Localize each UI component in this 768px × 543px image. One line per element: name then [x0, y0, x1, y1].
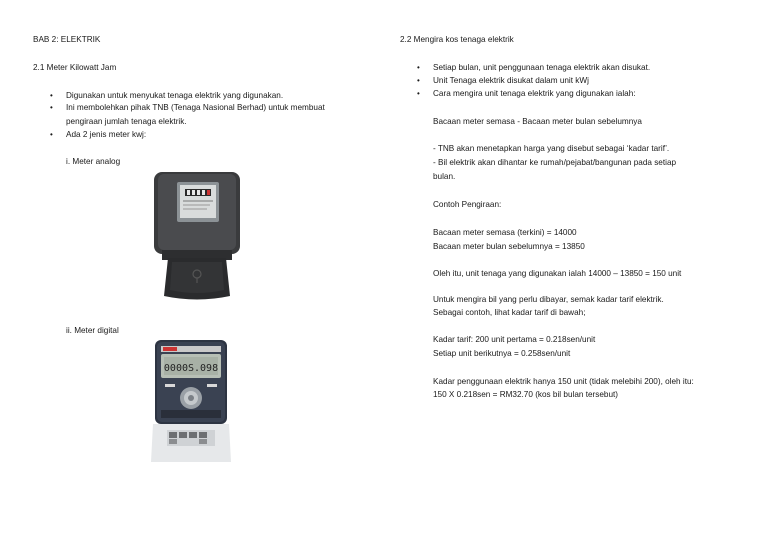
- example-title: Contoh Pengiraan:: [433, 200, 502, 209]
- bill-intro: Sebagai contoh, lihat kadar tarif di bawah;: [433, 308, 586, 317]
- previous-reading: Bacaan meter bulan sebelumnya = 13850: [433, 242, 585, 251]
- chapter-heading: BAB 2: ELEKTRIK: [33, 35, 101, 44]
- note-line: - Bil elektrik akan dihantar ke rumah/pejabat/bangunan pada setiap: [433, 158, 677, 167]
- bill-intro: Untuk mengira bil yang perlu dibayar, semak kadar tarif elektrik.: [433, 295, 664, 304]
- result-line: Kadar penggunaan elektrik hanya 150 unit (tidak melebihi 200), oleh itu:: [433, 377, 694, 386]
- digital-meter-image: [147, 338, 235, 466]
- analog-meter-image: [152, 170, 242, 303]
- tariff-rate: Setiap unit berikutnya = 0.258sen/unit: [433, 349, 571, 358]
- list-item: • Ini membolehkan pihak TNB (Tenaga Nasional Berhad) untuk membuat: [66, 102, 325, 113]
- list-item: • Setiap bulan, unit penggunaan tenaga elektrik akan disukat.: [433, 62, 650, 73]
- formula-text: Bacaan meter semasa - Bacaan meter bulan sebelumnya: [433, 117, 642, 126]
- section-title-meter: 2.1 Meter Kilowatt Jam: [33, 63, 117, 72]
- list-item: • Cara mengira unit tenaga elektrik yang digunakan ialah:: [433, 88, 636, 99]
- result-line: 150 X 0.218sen = RM32.70 (kos bil bulan tersebut): [433, 390, 619, 399]
- list-item-continuation: pengiraan jumlah tenaga elektrik.: [66, 117, 187, 126]
- list-item: • Ada 2 jenis meter kwj:: [66, 129, 146, 140]
- units-used: Oleh itu, unit tenaga yang digunakan ialah 14000 – 13850 = 150 unit: [433, 269, 682, 278]
- meter-display-readout: 0000S.098: [163, 363, 219, 374]
- tariff-rate: Kadar tarif: 200 unit pertama = 0.218sen/unit: [433, 335, 596, 344]
- analog-meter-label: i. Meter analog: [66, 157, 121, 166]
- list-item: • Unit Tenaga elektrik disukat dalam unit kWj: [433, 75, 589, 86]
- section-title-cost: 2.2 Mengira kos tenaga elektrik: [400, 35, 514, 44]
- note-line: bulan.: [433, 172, 456, 181]
- digital-meter-label: ii. Meter digital: [66, 326, 119, 335]
- list-item: • Digunakan untuk menyukat tenaga elektrik yang digunakan.: [66, 90, 283, 101]
- current-reading: Bacaan meter semasa (terkini) = 14000: [433, 228, 577, 237]
- note-line: - TNB akan menetapkan harga yang disebut sebagai ‘kadar tarif’.: [433, 144, 670, 153]
